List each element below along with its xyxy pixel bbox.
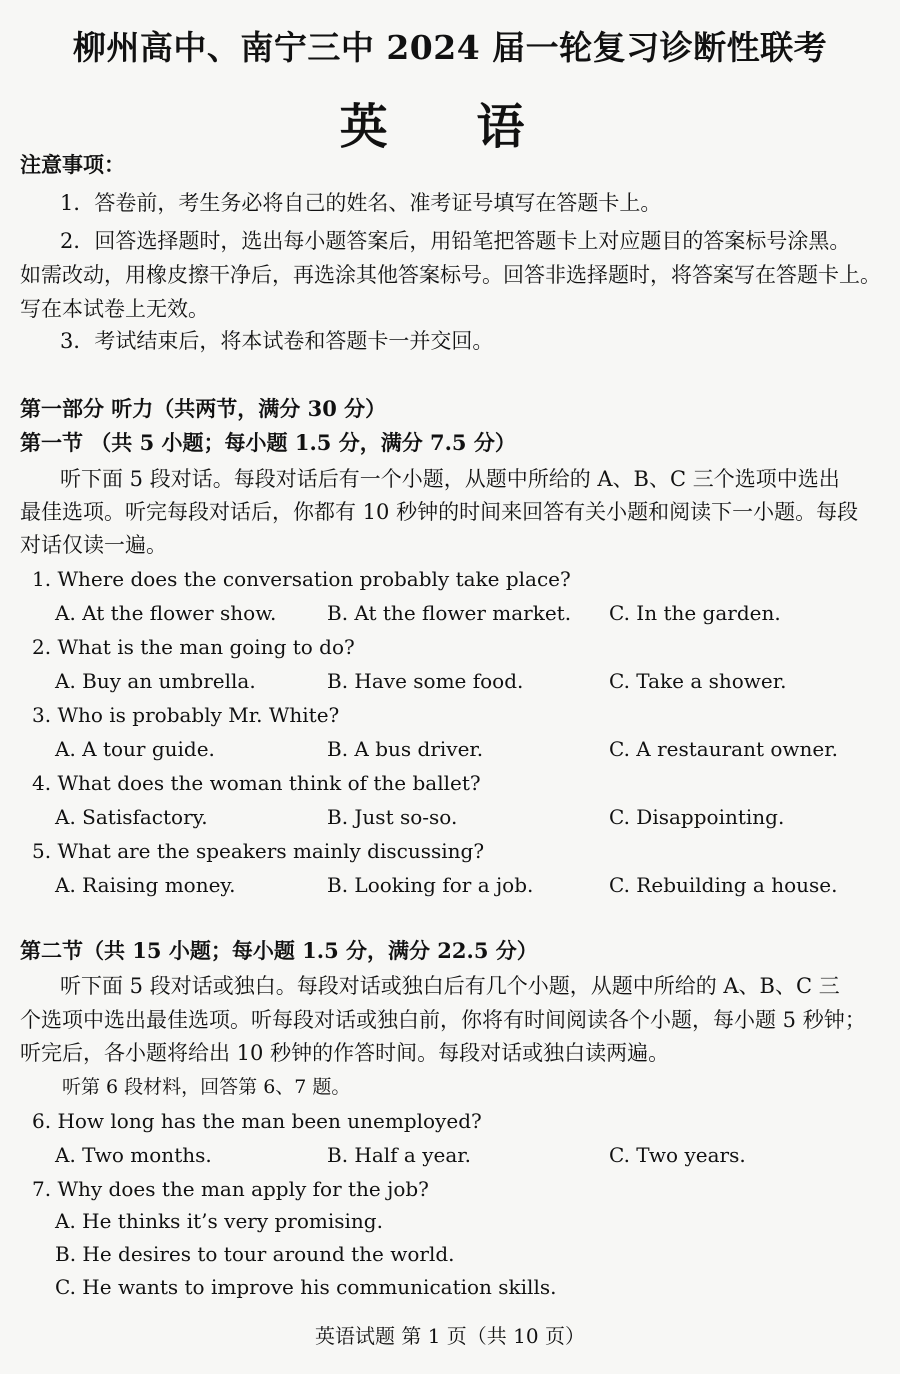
question-4-option-c: C. Disappointing.: [609, 805, 785, 829]
question-4-option-a: A. Satisfactory.: [55, 805, 208, 829]
notice-item-3: 3．考试结束后，将本试卷和答题卡一并交回。: [60, 329, 494, 353]
notice-item-2-line-3: 写在本试卷上无效。: [20, 297, 209, 321]
question-2-option-c: C. Take a shower.: [609, 669, 787, 693]
question-7-option-c: C. He wants to improve his communication skills.: [55, 1275, 557, 1299]
section1-heading: 第一节 （共 5 小题；每小题 1.5 分，满分 7.5 分）: [20, 430, 516, 455]
section1-instructions-line-2: 最佳选项。听完每段对话后，你都有 10 秒钟的时间来回答有关小题和阅读下一小题。每段: [20, 500, 859, 524]
notice-item-1: 1．答卷前，考生务必将自己的姓名、准考证号填写在答题卡上。: [60, 191, 662, 215]
question-3-option-a: A. A tour guide.: [55, 737, 215, 761]
part1-heading: 第一部分 听力（共两节，满分 30 分）: [20, 396, 387, 421]
section2-instructions-line-1: 听下面 5 段对话或独白。每段对话或独白后有几个小题，从题中所给的 A、B、C 三: [60, 974, 840, 998]
question-7: 7. Why does the man apply for the job?: [32, 1177, 429, 1201]
notice-item-2-line-2: 如需改动，用橡皮擦干净后，再选涂其他答案标号。回答非选择题时，将答案写在答题卡上。: [20, 263, 881, 287]
question-7-option-b: B. He desires to tour around the world.: [55, 1242, 455, 1266]
question-3-option-c: C. A restaurant owner.: [609, 737, 838, 761]
section2-heading: 第二节（共 15 小题；每小题 1.5 分，满分 22.5 分）: [20, 938, 538, 963]
question-6-option-b: B. Half a year.: [327, 1143, 471, 1167]
section1-instructions-line-1: 听下面 5 段对话。每段对话后有一个小题，从题中所给的 A、B、C 三个选项中选出: [60, 467, 840, 491]
question-2-option-a: A. Buy an umbrella.: [55, 669, 256, 693]
question-1-option-b: B. At the flower market.: [327, 601, 572, 625]
question-4-option-b: B. Just so-so.: [327, 805, 458, 829]
question-2: 2. What is the man going to do?: [32, 635, 355, 659]
question-6-option-c: C. Two years.: [609, 1143, 746, 1167]
question-2-option-b: B. Have some food.: [327, 669, 524, 693]
section1-instructions-line-3: 对话仅读一遍。: [20, 533, 167, 557]
question-6: 6. How long has the man been unemployed?: [32, 1109, 482, 1133]
question-5-option-a: A. Raising money.: [55, 873, 236, 897]
question-5-option-b: B. Looking for a job.: [327, 873, 534, 897]
question-5: 5. What are the speakers mainly discussing?: [32, 839, 485, 863]
notice-heading: 注意事项：: [20, 152, 125, 177]
material-6-instruction: 听第 6 段材料，回答第 6、7 题。: [62, 1076, 351, 1098]
question-5-option-c: C. Rebuilding a house.: [609, 873, 838, 897]
question-3-option-b: B. A bus driver.: [327, 737, 484, 761]
question-7-option-a: A. He thinks it’s very promising.: [55, 1209, 383, 1233]
question-3: 3. Who is probably Mr. White?: [32, 703, 340, 727]
section2-instructions-line-2: 个选项中选出最佳选项。听每段对话或独白前，你将有时间阅读各个小题，每小题 5 秒钟；: [20, 1008, 866, 1032]
section2-instructions-line-3: 听完后，各小题将给出 10 秒钟的作答时间。每段对话或独白读两遍。: [20, 1041, 670, 1065]
question-6-option-a: A. Two months.: [55, 1143, 212, 1167]
question-1-option-a: A. At the flower show.: [55, 601, 277, 625]
question-4: 4. What does the woman think of the ballet?: [32, 771, 481, 795]
exam-title: 柳州高中、南宁三中 2024 届一轮复习诊断性联考: [72, 28, 828, 67]
subject-title: 英 语: [339, 99, 561, 155]
question-1: 1. Where does the conversation probably take place?: [32, 567, 571, 591]
question-1-option-c: C. In the garden.: [609, 601, 781, 625]
notice-item-2-line-1: 2．回答选择题时，选出每小题答案后，用铅笔把答题卡上对应题目的答案标号涂黑。: [60, 229, 851, 253]
page-footer: 英语试题 第 1 页（共 10 页）: [315, 1324, 585, 1348]
